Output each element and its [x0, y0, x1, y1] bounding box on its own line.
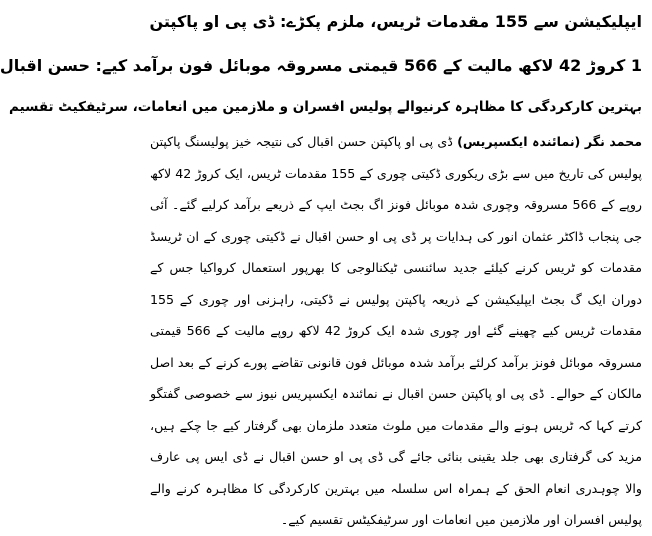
headline-main: ایپلیکیشن سے 155 مقدمات ٹریس، ملزم پکڑے: ڈی پی او پاکپتن: [149, 12, 642, 31]
headline-third: بہترین کارکردگی کا مظاہرہ کرنیوالے پولیس افسران و ملازمین میں انعامات، سرٹیفکیٹ تقسیم: [8, 99, 642, 115]
article-body: [150, 126, 642, 536]
dateline: محمد نگر (نمائندہ ایکسپریس): [457, 134, 642, 149]
headline-sub: 1 کروڑ 42 لاکھ مالیت کے 566 قیمتی مسروقہ موبائل فون برآمد کیے: حسن اقبال: [0, 56, 642, 75]
article-body-text: ڈی پی او پاکپتن حسن اقبال کی نتیجہ خیز پولیسنگ پاکپتن پولیس کی تاریخ میں سے بڑی ریکوری ڈکیتی چوری کے 155 مقدمات ٹریس، ایک کروڑ 42 لاکھ روپے کے 566 مسروقہ وچوری شدہ موبائل فونز اگ بجٹ ایپ کے ذریعے برآمد کرلیے گئے۔ آئی جی پنجاب ڈاکٹر عثمان انور کی ہدایات پر ڈی پی او حسن اقبال نے ڈکیتی چوری کے ان ٹریسڈ مقدمات کو ٹریس کرنے کیلئے جدید سائنسی ٹیکنالوجی کا بھرپور استعمال کرواکیا جس کے دوران ایک گ بجٹ ایپلیکیشن کے ذریعہ پاکپتن پولیس نے ڈکیتی، راہزنی اور چوری کے 155 مقدمات ٹریس کیے چھینے گئے اور چوری شدہ ایک کروڑ 42 لاکھ روپے مالیت کے 566 قیمتی مسروقہ موبائل فونز برآمد کرلئے برآمد شدہ موبائل فون قانونی تقاضے پورے کرنے کے بعد اصل مالکان کے حوالے۔ ڈی پی او پاکپتن حسن اقبال نے نمائندہ ایکسپریس نیوز سے خصوصی گفتگو کرتے کہا کہ ٹریس ہونے والے مقدمات میں ملوث متعدد ملزمان بھی گرفتار کیے جا چکے ہیں، مزید کی گرفتاری بھی جلد یقینی بنائی جائے گی ڈی پی او حسن اقبال نے ڈی ایس پی عارف والا چوہدری انعام الحق کے ہمراہ اس سلسلہ میں بہترین کارکردگی کا مظاہرہ کرنے والے پولیس افسران اور ملازمین میں انعامات اور سرٹیفکیٹس تقسیم کیے۔: [150, 134, 643, 527]
